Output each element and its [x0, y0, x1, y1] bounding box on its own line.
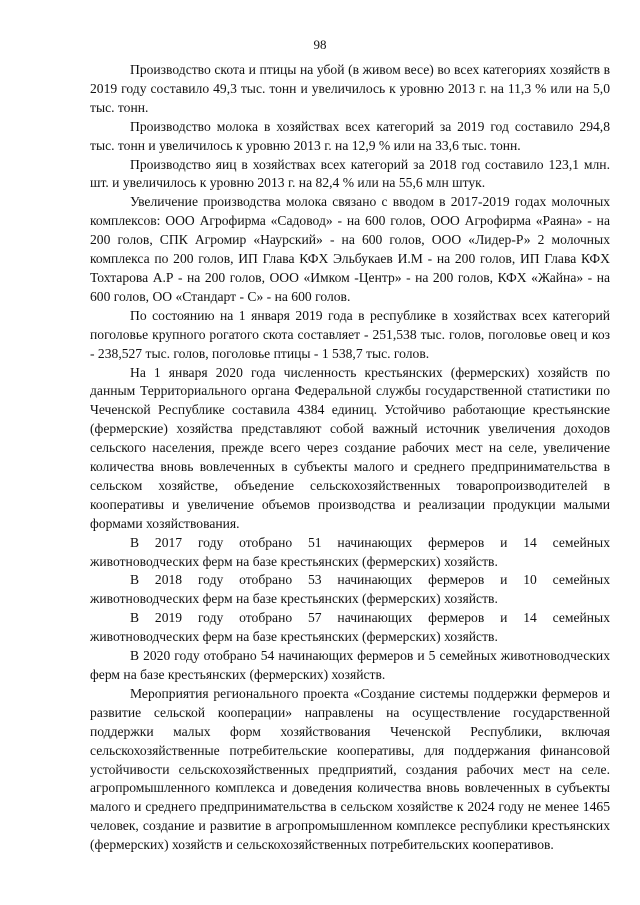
paragraph-selection-2020: В 2020 году отобрано 54 начинающих фермеров и 5 семейных животноводческих ферм на базе крестьянских (фермерских) хозяйств.: [90, 648, 610, 682]
paragraph-regional-project: Мероприятия регионального проекта «Создание системы поддержки фермеров и развитие сельской кооперации» направлены на осуществление государственной поддержки малых форм хозяйствования Чеченской Республики, включая сельскохозяйственные потребительские кооперативы, для поддержания финансовой устойчивости сельскохозяйственных предприятий, создания рабочих мест на селе. агропромышленного комплекса и доведения количества вновь вовлеченных в субъекты малого и среднего предпринимательства в сельском хозяйстве к 2024 году не менее 1465 человек, создание и развитие в агропромышленном комплексе республики крестьянских (фермерских) хозяйств и сельскохозяйственных потребительских кооперативов.: [90, 685, 610, 853]
paragraph-selection-2018: В 2018 году отобрано 53 начинающих фермеров и 10 семейных животноводческих ферм на базе крестьянских (фермерских) хозяйств.: [90, 572, 610, 607]
page-number: 98: [313, 37, 327, 52]
document-body: [90, 61, 610, 855]
paragraph-farm-households: На 1 января 2020 года численность крестьянских (фермерских) хозяйств по данным Территориального органа Федеральной службы государственной статистики по Чеченской Республике составила 4384 единиц. Устойчиво работающие крестьянские (фермерские) хозяйства представляют собой важный источник увеличения доходов сельского населения, прежде всего через создание рабочих мест на селе, увеличение количества вновь вовлеченных в субъекты малого и среднего предпринимательства в сельском хозяйстве, объедение сельскохозяйственных товаропроизводителей в кооперативы и увеличение объемов производства и реализации продукции малыми формами хозяйствования.: [90, 364, 610, 531]
paragraph-selection-2017: В 2017 году отобрано 51 начинающих фермеров и 14 семейных животноводческих ферм на базе крестьянских (фермерских) хозяйств.: [90, 534, 610, 569]
paragraph-livestock-headcount: По состоянию на 1 января 2019 года в республике в хозяйствах всех категорий поголовье крупного рогатого скота составляет - 251,538 тыс. голов, поголовье овец и коз - 238,527 тыс. голов, поголовье птицы - 1 538,7 тыс. голов.: [90, 307, 610, 361]
paragraph-selection-2019: В 2019 году отобрано 57 начинающих фермеров и 14 семейных животноводческих ферм на базе крестьянских (фермерских) хозяйств.: [90, 610, 610, 645]
paragraph-livestock-production: Производство скота и птицы на убой (в живом весе) во всех категориях хозяйств в 2019 году составило 49,3 тыс. тонн и увеличилось к уровню 2013 г. на 11,3 % или на 5,0 тыс. тонн.: [90, 62, 610, 115]
paragraph-egg-production: Производство яиц в хозяйствах всех категорий за 2018 год составило 123,1 млн. шт. и увеличилось к уровню 2013 г. на 82,4 % или на 55,6 млн штук.: [90, 156, 610, 191]
paragraph-milk-production: Производство молока в хозяйствах всех категорий за 2019 год составило 294,8 тыс. тонн и увеличилось к уровню 2013 г. на 12,9 % или на 33,6 тыс. тонн.: [90, 118, 610, 153]
paragraph-dairy-complexes: Увеличение производства молока связано с вводом в 2017-2019 годах молочных комплексов: ООО Агрофирма «Садовод» - на 600 голов, ООО Агрофирма «Раяна» - на 200 голов, СПК Агромир «Наурский» - на 600 голов, ООО «Лидер-Р» 2 молочных комплекса по 200 голов, ИП Глава КФХ Эльбукаев И.М - на 200 голов, ИП Глава КФХ Тохтарова А.Р - на 200 голов, ООО «Имком -Центр» - на 200 голов, КФХ «Жайна» - на 600 голов, ОО «Стандарт - С» - на 600 голов.: [90, 194, 610, 304]
